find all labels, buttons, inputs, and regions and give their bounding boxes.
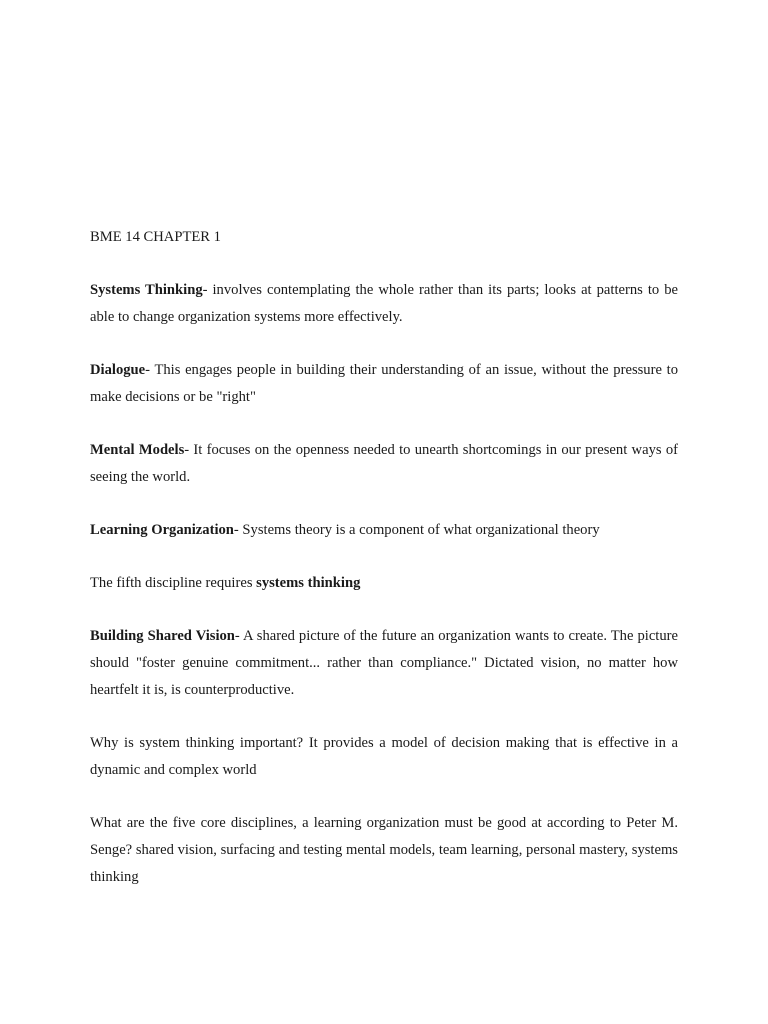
definition-mental-models xyxy=(90,437,678,491)
term-label: Dialogue xyxy=(90,362,146,378)
definition-systems-thinking xyxy=(90,277,678,331)
term-label: Building Shared Vision xyxy=(90,628,235,644)
document-heading: BME 14 CHAPTER 1 xyxy=(90,229,221,245)
statement-bold-text: systems thinking xyxy=(256,575,361,591)
question-core-disciplines: What are the five core disciplines, a learning organization must be good at according to Peter M. Senge? shared vision, surfacing and testing mental models, team learning, personal mastery, systems thinking xyxy=(90,815,678,885)
question-system-thinking: Why is system thinking important? It provides a model of decision making that is effective in a dynamic and complex world xyxy=(90,735,678,778)
definition-text: - It focuses on the openness needed to unearth shortcomings in our present ways of seeing the world. xyxy=(90,442,678,485)
definition-text: - Systems theory is a component of what organizational theory xyxy=(233,522,600,538)
fifth-discipline-statement xyxy=(90,570,678,597)
definition-text: - This engages people in building their understanding of an issue, without the pressure to make decisions or be "right" xyxy=(90,362,678,405)
definition-learning-organization xyxy=(90,517,678,544)
definition-text: - involves contemplating the whole rather than its parts; looks at patterns to be able to change organization systems more effectively. xyxy=(90,282,678,325)
document-body xyxy=(90,224,678,917)
statement-text: The fifth discipline requires xyxy=(90,575,257,591)
definition-shared-vision xyxy=(90,623,678,704)
definition-text: - A shared picture of the future an organization wants to create. The picture should "foster genuine commitment... rather than compliance." Dictated vision, no matter how heartfelt it is, is counterproductive. xyxy=(90,628,678,698)
definition-dialogue xyxy=(90,357,678,411)
term-label: Mental Models xyxy=(90,442,185,458)
term-label: Systems Thinking xyxy=(90,282,203,298)
term-label: Learning Organization xyxy=(90,522,234,538)
